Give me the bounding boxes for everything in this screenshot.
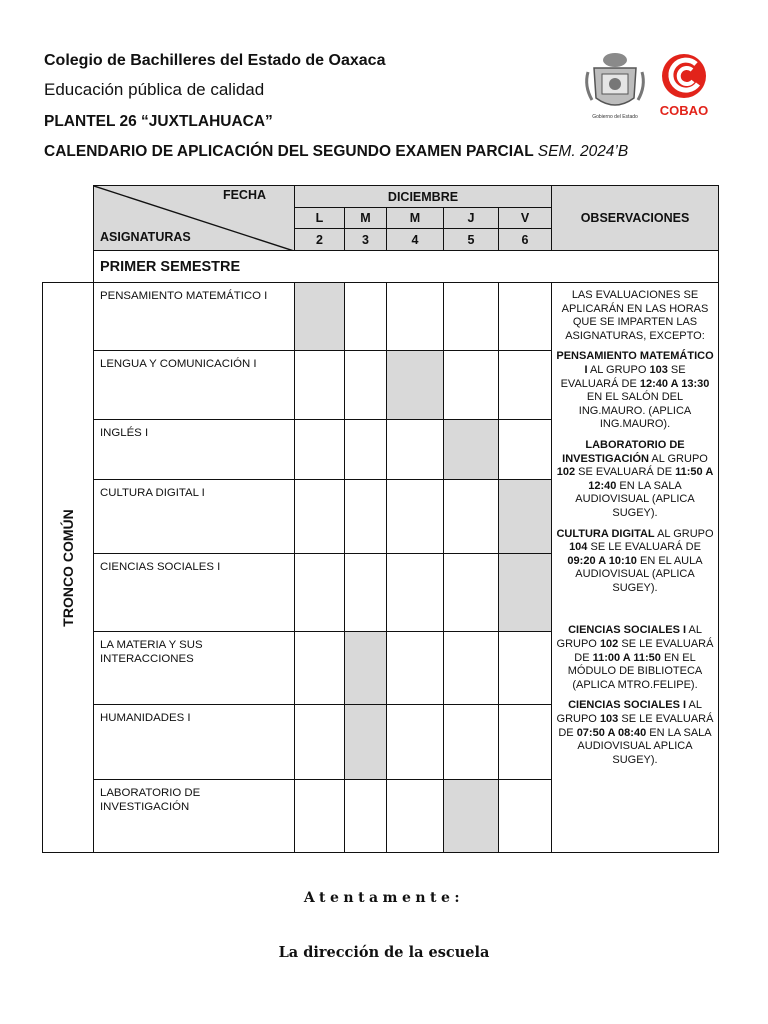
signature-text: La dirección de la escuela	[278, 944, 490, 961]
day-number: 6	[499, 229, 552, 251]
empty-day-cell	[295, 632, 345, 705]
observation-item	[556, 439, 714, 521]
blank-corner	[43, 229, 94, 251]
subject-name: CIENCIAS SOCIALES I	[94, 554, 295, 632]
observation-t1: AL GRUPO	[654, 527, 714, 540]
tronco-comun-label: TRONCO COMÚN	[60, 508, 76, 627]
day-number: 2	[295, 229, 345, 251]
month-header: DICIEMBRE	[295, 186, 552, 208]
empty-day-cell	[295, 351, 345, 420]
empty-day-cell	[387, 780, 444, 853]
subject-name: LENGUA Y COMUNICACIÓN I	[94, 351, 295, 420]
empty-day-cell	[444, 705, 499, 780]
day-letter: L	[295, 208, 345, 229]
observation-t3: EN EL SALÓN DEL ING.MAURO. (APLICA ING.MAURO).	[578, 391, 692, 431]
observation-group: 103	[649, 363, 668, 376]
empty-day-cell	[345, 420, 387, 480]
school-name: Colegio de Bachilleres del Estado de Oaxaca	[44, 52, 386, 69]
observation-t2: SE EVALUARÁ DE	[560, 363, 686, 390]
observation-subject: CIENCIAS SOCIALES I	[568, 699, 687, 712]
observations-intro: LAS EVALUACIONES SE APLICARÁN EN LAS HORAS QUE SE IMPARTEN LAS ASIGNATURAS, EXCEPTO:	[561, 289, 709, 342]
empty-day-cell	[345, 480, 387, 554]
day-letter: J	[444, 208, 499, 229]
empty-day-cell	[387, 480, 444, 554]
subject-name: LA MATERIA Y SUS INTERACCIONES	[94, 632, 295, 705]
asignaturas-label: ASIGNATURAS	[100, 230, 191, 244]
empty-day-cell	[345, 283, 387, 351]
closing-text: Atentamente:	[303, 890, 465, 906]
day-letter: M	[345, 208, 387, 229]
observation-t2: SE LE EVALUARÁ DE	[574, 638, 714, 664]
subject-name: CULTURA DIGITAL I	[94, 480, 295, 554]
observation-subject: CULTURA DIGITAL	[556, 527, 655, 540]
subject-name: INGLÉS I	[94, 420, 295, 480]
empty-day-cell	[387, 632, 444, 705]
day-number: 4	[387, 229, 444, 251]
exam-day-cell	[295, 283, 345, 351]
observation-time: 12:40 A 13:30	[639, 377, 710, 390]
empty-day-cell	[387, 420, 444, 480]
empty-day-cell	[499, 705, 552, 780]
semester-label: SEM. 2024’B	[537, 143, 629, 160]
empty-day-cell	[444, 554, 499, 632]
day-letter: M	[387, 208, 444, 229]
subject-row	[43, 283, 719, 351]
state-seal-logo	[580, 50, 650, 122]
observation-item	[556, 350, 714, 432]
observations-cell	[552, 283, 719, 853]
observation-item	[556, 624, 714, 692]
cobao-logo	[652, 52, 716, 120]
empty-day-cell	[444, 632, 499, 705]
day-number: 3	[345, 229, 387, 251]
subject-name: LABORATORIO DE INVESTIGACIÓN	[94, 780, 295, 853]
observation-t1: AL GRUPO	[648, 452, 708, 465]
empty-day-cell	[387, 554, 444, 632]
observation-time: 11:00 A 11:50	[592, 651, 661, 664]
observation-t3: EN LA SALA AUDIOVISUAL APLICA SUGEY).	[577, 726, 712, 766]
subject-name: PENSAMIENTO MATEMÁTICO I	[94, 283, 295, 351]
empty-day-cell	[295, 554, 345, 632]
school-tagline: Educación pública de calidad	[44, 80, 265, 99]
empty-day-cell	[444, 283, 499, 351]
semester-row-label: PRIMER SEMESTRE	[94, 251, 719, 283]
observation-time: 07:50 A 08:40	[576, 726, 647, 739]
spacer	[556, 602, 714, 624]
empty-day-cell	[387, 283, 444, 351]
observation-t2: SE LE EVALUARÁ DE	[587, 541, 701, 554]
observation-subject: CIENCIAS SOCIALES I	[568, 624, 687, 637]
empty-day-cell	[444, 351, 499, 420]
exam-day-cell	[444, 780, 499, 853]
day-letter: V	[499, 208, 552, 229]
observation-t1: AL GRUPO	[556, 699, 702, 726]
day-number: 5	[444, 229, 499, 251]
observation-time: 09:20 A 10:10	[567, 554, 637, 567]
exam-day-cell	[499, 554, 552, 632]
observation-t3: EN LA SALA AUDIOVISUAL (APLICA SUGEY).	[575, 479, 695, 519]
subject-name: HUMANIDADES I	[94, 705, 295, 780]
empty-day-cell	[345, 351, 387, 420]
exam-day-cell	[387, 351, 444, 420]
blank-corner	[43, 251, 94, 283]
observation-t2: SE EVALUARÁ DE	[575, 466, 676, 479]
empty-day-cell	[499, 420, 552, 480]
empty-day-cell	[295, 705, 345, 780]
campus-name: PLANTEL 26 “JUXTLAHUACA”	[44, 113, 273, 130]
observaciones-header: OBSERVACIONES	[552, 186, 719, 251]
empty-day-cell	[345, 554, 387, 632]
observation-t1: AL GRUPO	[587, 363, 650, 376]
empty-day-cell	[499, 351, 552, 420]
empty-day-cell	[295, 480, 345, 554]
exam-day-cell	[345, 632, 387, 705]
observation-item	[556, 528, 714, 596]
observation-subject: LABORATORIO DE INVESTIGACIÓN	[562, 438, 685, 465]
empty-day-cell	[295, 780, 345, 853]
diagonal-header-cell	[94, 186, 295, 251]
observation-group: 103	[599, 713, 619, 726]
title-text: CALENDARIO DE APLICACIÓN DEL SEGUNDO EXAMEN PARCIAL	[44, 143, 534, 160]
exam-day-cell	[499, 480, 552, 554]
empty-day-cell	[295, 420, 345, 480]
empty-day-cell	[387, 705, 444, 780]
exam-day-cell	[444, 420, 499, 480]
empty-day-cell	[444, 480, 499, 554]
cobao-wordmark: COBAO	[659, 103, 709, 118]
blank-corner	[43, 186, 94, 229]
tronco-comun-cell	[43, 283, 94, 853]
observation-group: 102	[599, 638, 619, 651]
fecha-label: FECHA	[222, 188, 266, 202]
observation-t2: SE LE EVALUARÁ DE	[558, 713, 714, 739]
observation-t3: EN EL AULA AUDIOVISUAL (APLICA SUGEY).	[575, 554, 703, 594]
observation-item	[556, 699, 714, 767]
observation-subject: PENSAMIENTO MATEMÁTICO I	[556, 350, 714, 376]
exam-day-cell	[345, 705, 387, 780]
exam-calendar-table	[42, 185, 719, 853]
observation-t1: AL GRUPO	[556, 624, 702, 651]
observation-group: 104	[569, 541, 588, 554]
seal-caption: Gobierno del Estado	[592, 114, 638, 120]
empty-day-cell	[499, 632, 552, 705]
document-title	[44, 143, 628, 161]
empty-day-cell	[345, 780, 387, 853]
empty-day-cell	[499, 283, 552, 351]
empty-day-cell	[499, 780, 552, 853]
observation-time: 11:50 A 12:40	[588, 466, 714, 492]
observation-t3: EN EL MÓDULO DE BIBLIOTECA (APLICA MTRO.FELIPE).	[567, 651, 703, 691]
observation-group: 102	[556, 466, 576, 479]
